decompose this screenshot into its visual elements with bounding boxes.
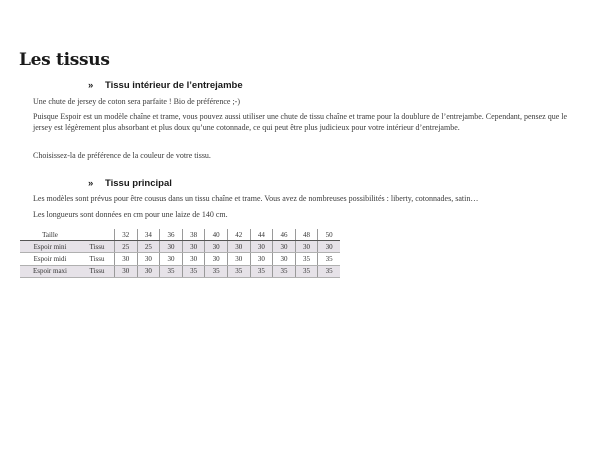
row-model-label: Espoir maxi [20, 265, 80, 277]
table-cell: 30 [295, 241, 318, 253]
table-cell: 30 [182, 241, 205, 253]
table-header-spacer [80, 229, 115, 241]
table-cell: 30 [160, 253, 183, 265]
row-fabric-label: Tissu [80, 253, 115, 265]
size-header: 36 [160, 229, 183, 241]
table-cell: 30 [273, 253, 296, 265]
row-fabric-label: Tissu [80, 241, 115, 253]
size-header: 42 [227, 229, 250, 241]
table-cell: 30 [227, 241, 250, 253]
table-cell: 30 [250, 241, 273, 253]
table-cell: 30 [115, 253, 138, 265]
section-heading-inner-fabric [88, 80, 243, 91]
table-cell: 30 [160, 241, 183, 253]
paragraph: Une chute de jersey de coton sera parfaite ! Bio de préférence ;-) [33, 97, 241, 106]
table-cell: 35 [160, 265, 183, 277]
table-cell: 35 [273, 265, 296, 277]
section-heading-text: Tissu intérieur de l’entrejambe [105, 80, 243, 91]
table-cell: 30 [182, 253, 205, 265]
table-cell: 30 [205, 241, 228, 253]
table-cell: 30 [227, 253, 250, 265]
table-cell: 25 [115, 241, 138, 253]
table-cell: 35 [318, 253, 340, 265]
bullet-marker: » [88, 178, 94, 189]
section-heading-main-fabric [88, 178, 172, 189]
table-row [20, 241, 340, 253]
table-cell: 35 [295, 265, 318, 277]
section-heading-text: Tissu principal [105, 178, 172, 189]
row-model-label: Espoir midi [20, 253, 80, 265]
table-header-row [20, 229, 340, 241]
table-row [20, 253, 340, 265]
table-cell: 35 [318, 265, 340, 277]
paragraph: Les longueurs sont données en cm pour une laize de 140 cm. [33, 210, 228, 219]
table-cell: 30 [205, 253, 228, 265]
table-cell: 30 [137, 265, 160, 277]
table-cell: 30 [250, 253, 273, 265]
size-header: 48 [295, 229, 318, 241]
row-fabric-label: Tissu [80, 265, 115, 277]
table-cell: 35 [205, 265, 228, 277]
paragraph: Les modèles sont prévus pour être cousus dans un tissu chaîne et trame. Vous avez de nombreuses possibilités : liberty, cotonnades, satin… [33, 194, 479, 203]
table-cell: 30 [318, 241, 340, 253]
fabric-length-table [20, 229, 340, 278]
size-header: 50 [318, 229, 340, 241]
table-cell: 30 [273, 241, 296, 253]
size-header: 34 [137, 229, 160, 241]
paragraph: Choisissez-la de préférence de la couleur de votre tissu. [33, 151, 211, 160]
size-header: 40 [205, 229, 228, 241]
table-cell: 30 [115, 265, 138, 277]
table-cell: 30 [137, 253, 160, 265]
row-model-label: Espoir mini [20, 241, 80, 253]
table-cell: 35 [182, 265, 205, 277]
size-header: 46 [273, 229, 296, 241]
size-header: 32 [115, 229, 138, 241]
table-cell: 35 [227, 265, 250, 277]
paragraph: Puisque Espoir est un modèle chaîne et trame, vous pouvez aussi utiliser une chute de tissu chaîne et trame pour la doublure de l’entrejambe. Cependant, pensez que le jersey est légèrement plus absorbant et plus doux qu’une cotonnade, ce qui peut être plus judicieux pour votre intérieur d’entrejambe. [33, 112, 568, 132]
size-header: 38 [182, 229, 205, 241]
size-header: 44 [250, 229, 273, 241]
table-cell: 35 [295, 253, 318, 265]
table-header-label: Taille [20, 229, 80, 241]
table-cell: 25 [137, 241, 160, 253]
page-title: Les tissus [19, 50, 110, 70]
bullet-marker: » [88, 80, 94, 91]
table-row [20, 265, 340, 277]
table-cell: 35 [250, 265, 273, 277]
